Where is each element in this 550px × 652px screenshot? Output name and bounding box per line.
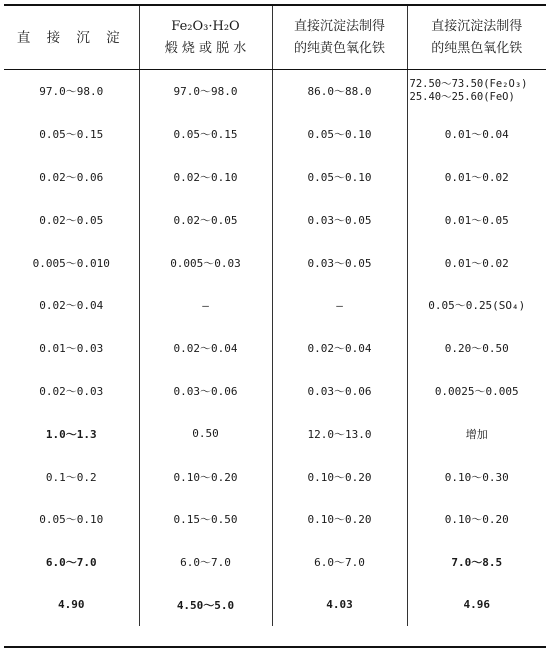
table-cell: 0.1～0.2 [45, 470, 97, 484]
table-cell: 0.02～0.04 [139, 327, 272, 370]
table-cell: 0.05～0.15 [139, 113, 272, 156]
table-row [4, 284, 546, 327]
table-cell: 0.02～0.06 [39, 170, 104, 184]
header-text-line2: 的纯黄色氧化铁 [293, 40, 385, 56]
table-cell: 97.0～98.0 [139, 70, 272, 113]
table-row [4, 70, 546, 113]
table-cell: 0.0025～0.005 [407, 370, 546, 413]
cell-line: 25.40～25.60(FeO) [409, 91, 515, 104]
table-cell: 4.90 [58, 598, 85, 612]
table-row [4, 455, 546, 498]
table-cell: 0.03～0.05 [272, 241, 407, 284]
table-cell: 4.50～5.0 [139, 584, 272, 627]
table-cell: 0.01～0.04 [407, 113, 546, 156]
table-cell: 0.10～0.20 [272, 498, 407, 541]
table-cell: 0.03～0.05 [272, 198, 407, 241]
table-cell: 86.0～88.0 [272, 70, 407, 113]
table-cell: 0.02～0.10 [139, 156, 272, 199]
table-row [4, 584, 546, 627]
header-text: 直 接 沉 淀 [16, 29, 126, 46]
table-cell: — [139, 284, 272, 327]
header-row [4, 6, 546, 70]
header-text-line2: 煅 烧 或 脱 水 [164, 40, 247, 56]
table-cell: 0.01～0.05 [407, 198, 546, 241]
table-row [4, 498, 546, 541]
table-row [4, 412, 546, 455]
table-cell: 0.02～0.04 [272, 327, 407, 370]
header-black-oxide [407, 6, 546, 70]
table-cell: 0.05～0.10 [272, 156, 407, 199]
table-cell: 7.0～8.5 [407, 541, 546, 584]
table-row [4, 156, 546, 199]
table-cell: 0.10～0.30 [407, 455, 546, 498]
table-row [4, 113, 546, 156]
cell-line: 72.50～73.50(Fe₂O₃) [409, 78, 528, 91]
header-text-line1: 直接沉淀法制得 [293, 18, 385, 34]
table-row [4, 241, 546, 284]
table-row [4, 370, 546, 413]
iron-oxide-composition-table [4, 6, 546, 626]
table-cell: 0.15～0.50 [139, 498, 272, 541]
table-cell: 0.10～0.20 [272, 455, 407, 498]
table-cell: 0.005～0.03 [139, 241, 272, 284]
table-cell: 0.50 [139, 412, 272, 455]
table-cell: 0.10～0.20 [407, 498, 546, 541]
table-cell: 0.01～0.02 [407, 156, 546, 199]
table-cell: 1.0～1.3 [45, 427, 97, 441]
table-cell: 0.10～0.20 [139, 455, 272, 498]
header-yellow-oxide [272, 6, 407, 70]
table-cell: 0.01～0.03 [39, 342, 104, 356]
table-cell: 0.05～0.10 [39, 513, 104, 527]
table-cell: 0.20～0.50 [407, 327, 546, 370]
header-direct-precipitation [4, 6, 139, 70]
table-cell: 0.05～0.10 [272, 113, 407, 156]
header-calcination [139, 6, 272, 70]
table-row [4, 198, 546, 241]
table-cell: 0.03～0.06 [272, 370, 407, 413]
table-cell: 4.03 [272, 584, 407, 627]
header-text-line2: 的纯黑色氧化铁 [431, 40, 523, 56]
table-cell: — [272, 284, 407, 327]
table-cell: 97.0～98.0 [39, 85, 104, 99]
table-cell: 6.0～7.0 [272, 541, 407, 584]
table-cell: 0.02～0.05 [139, 198, 272, 241]
table-cell: 0.02～0.03 [39, 384, 104, 398]
table-cell: 0.05～0.25(SO₄) [407, 284, 546, 327]
table-cell: 增加 [407, 412, 546, 455]
data-table-page [4, 4, 546, 648]
table-cell: 0.01～0.02 [407, 241, 546, 284]
table-row [4, 541, 546, 584]
table-cell: 0.03～0.06 [139, 370, 272, 413]
table-cell: 12.0～13.0 [272, 412, 407, 455]
header-text-line1: 直接沉淀法制得 [431, 18, 523, 34]
table-cell: 6.0～7.0 [139, 541, 272, 584]
table-cell: 0.02～0.05 [39, 213, 104, 227]
table-cell [407, 70, 546, 113]
table-cell: 0.005～0.010 [32, 256, 110, 270]
table-cell: 6.0～7.0 [45, 556, 97, 570]
header-text-line1: Fe₂O₃·H₂O [171, 18, 240, 34]
table-cell: 4.96 [407, 584, 546, 627]
table-cell: 0.02～0.04 [39, 299, 104, 313]
table-cell: 0.05～0.15 [39, 128, 104, 142]
table-row [4, 327, 546, 370]
